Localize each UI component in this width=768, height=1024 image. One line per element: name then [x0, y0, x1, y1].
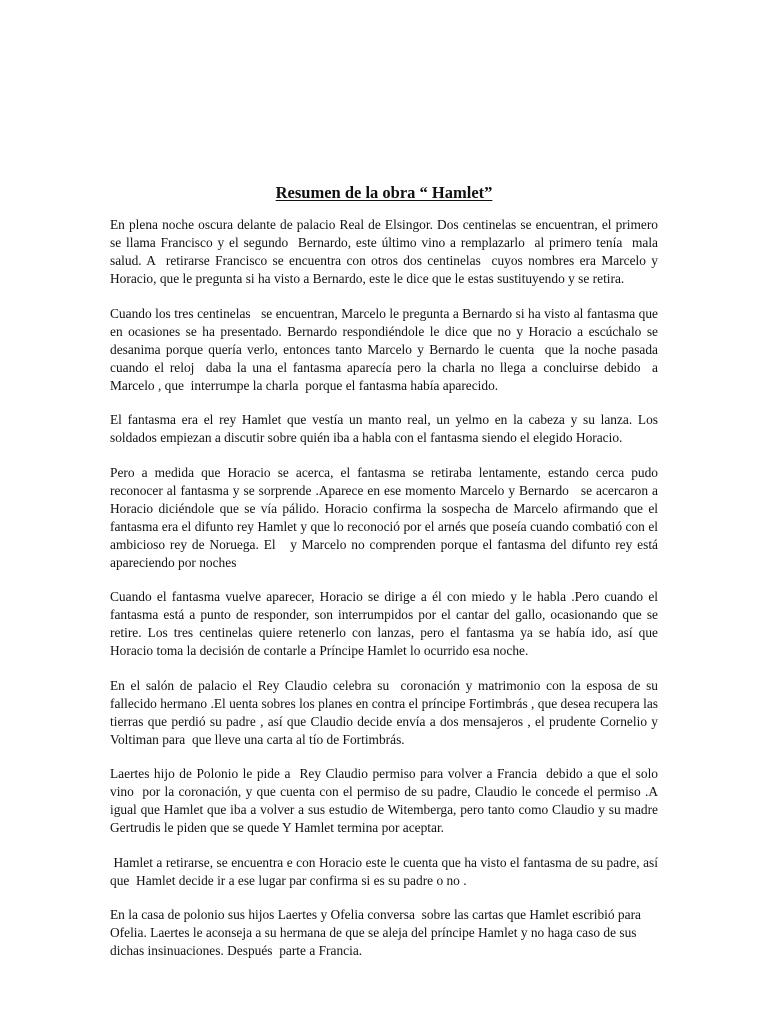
paragraph-5: Cuando el fantasma vuelve aparecer, Horacio se dirige a él con miedo y le habla .Pero cuando el fantasma está a punto de responder, son interrumpidos por el cantar del gallo, ocasionando que se retire. Los tres centinelas quiere retenerlo con lanzas, pero el fantasma ya se había ido, así que Horacio toma la decisión de contarle a Príncipe Hamlet lo ocurrido esa noche.: [110, 589, 662, 658]
paragraph-1: En plena noche oscura delante de palacio Real de Elsingor. Dos centinelas se encuentran, el primero se llama Francisco y el segundo Bernardo, este último vino a remplazarlo al primero tenía mala salud. A retirarse Francisco se encuentra con otros dos centinelas cuyos nombres era Marcelo y Horacio, que le pregunta si ha visto a Bernardo, este le dice que le estas sustituyendo y se retira.: [110, 217, 665, 286]
document-title: Resumen de la obra “ Hamlet”: [275, 183, 493, 202]
document-body: [110, 216, 665, 977]
paragraph-7: Laertes hijo de Polonio le pide a Rey Claudio permiso para volver a Francia debido a que el solo vino por la coronación, y que cuenta con el permiso de su padre, Claudio le concede el permiso .A igual que Hamlet que iba a volver a sus estudio de Witemberga, pero tanto como Claudio y su madre Gertrudis le piden que se quede Y Hamlet termina por aceptar.: [110, 766, 662, 835]
paragraph-6: En el salón de palacio el Rey Claudio celebra su coronación y matrimonio con la esposa de su fallecido hermano .El uenta sobres los planes en contra el príncipe Fortimbrás , que desea recupera las tierras que perdió su padre , así que Claudio decide envía a dos mensajeros , el prudente Cornelio y Voltiman para que lleve una carta al tío de Fortimbrás.: [110, 677, 662, 747]
paragraph-2: Cuando los tres centinelas se encuentran, Marcelo le pregunta a Bernardo si ha visto al fantasma que en ocasiones se ha presentado. Bernardo respondiéndole le dice que no y Horacio a escúchalo se desanima porque quería verlo, entonces tanto Marcelo y Bernardo le cuenta que la noche pasada cuando el reloj daba la una el fantasma aparecía pero la charla no llega a concluirse debido a Marcelo , que interrumpe la charla porque el fantasma había aparecido.: [110, 305, 662, 393]
paragraph-3: El fantasma era el rey Hamlet que vestía un manto real, un yelmo en la cabeza y su lanza. Los soldados empiezan a discutir sobre quién iba a habla con el fantasma siendo el elegido Horacio.: [110, 412, 662, 445]
paragraph-4: Pero a medida que Horacio se acerca, el fantasma se retiraba lentamente, estando cerca pudo reconocer al fantasma y se sorprende .Aparece en ese momento Marcelo y Bernardo se acercaron a Horacio diciéndole que se vía pálido. Horacio confirma la sospecha de Marcelo afirmando que el fantasma era el difunto rey Hamlet y que lo reconoció por el arnés que poseía cuando combatió con el ambicioso rey de Noruega. El y Marcelo no comprenden porque el fantasma del difunto rey está apareciendo por noches: [110, 464, 662, 570]
paragraph-8: Hamlet a retirarse, se encuentra e con Horacio este le cuenta que ha visto el fantasma de su padre, así que Hamlet decide ir a ese lugar par confirma si es su padre o no .: [110, 854, 662, 888]
paragraph-9: En la casa de polonio sus hijos Laertes y Ofelia conversa sobre las cartas que Hamlet escribió para Ofelia. Laertes le aconseja a su hermana de que se aleja del príncipe Hamlet y no haga caso de sus dichas insinuaciones. Después parte a Francia.: [110, 907, 645, 958]
